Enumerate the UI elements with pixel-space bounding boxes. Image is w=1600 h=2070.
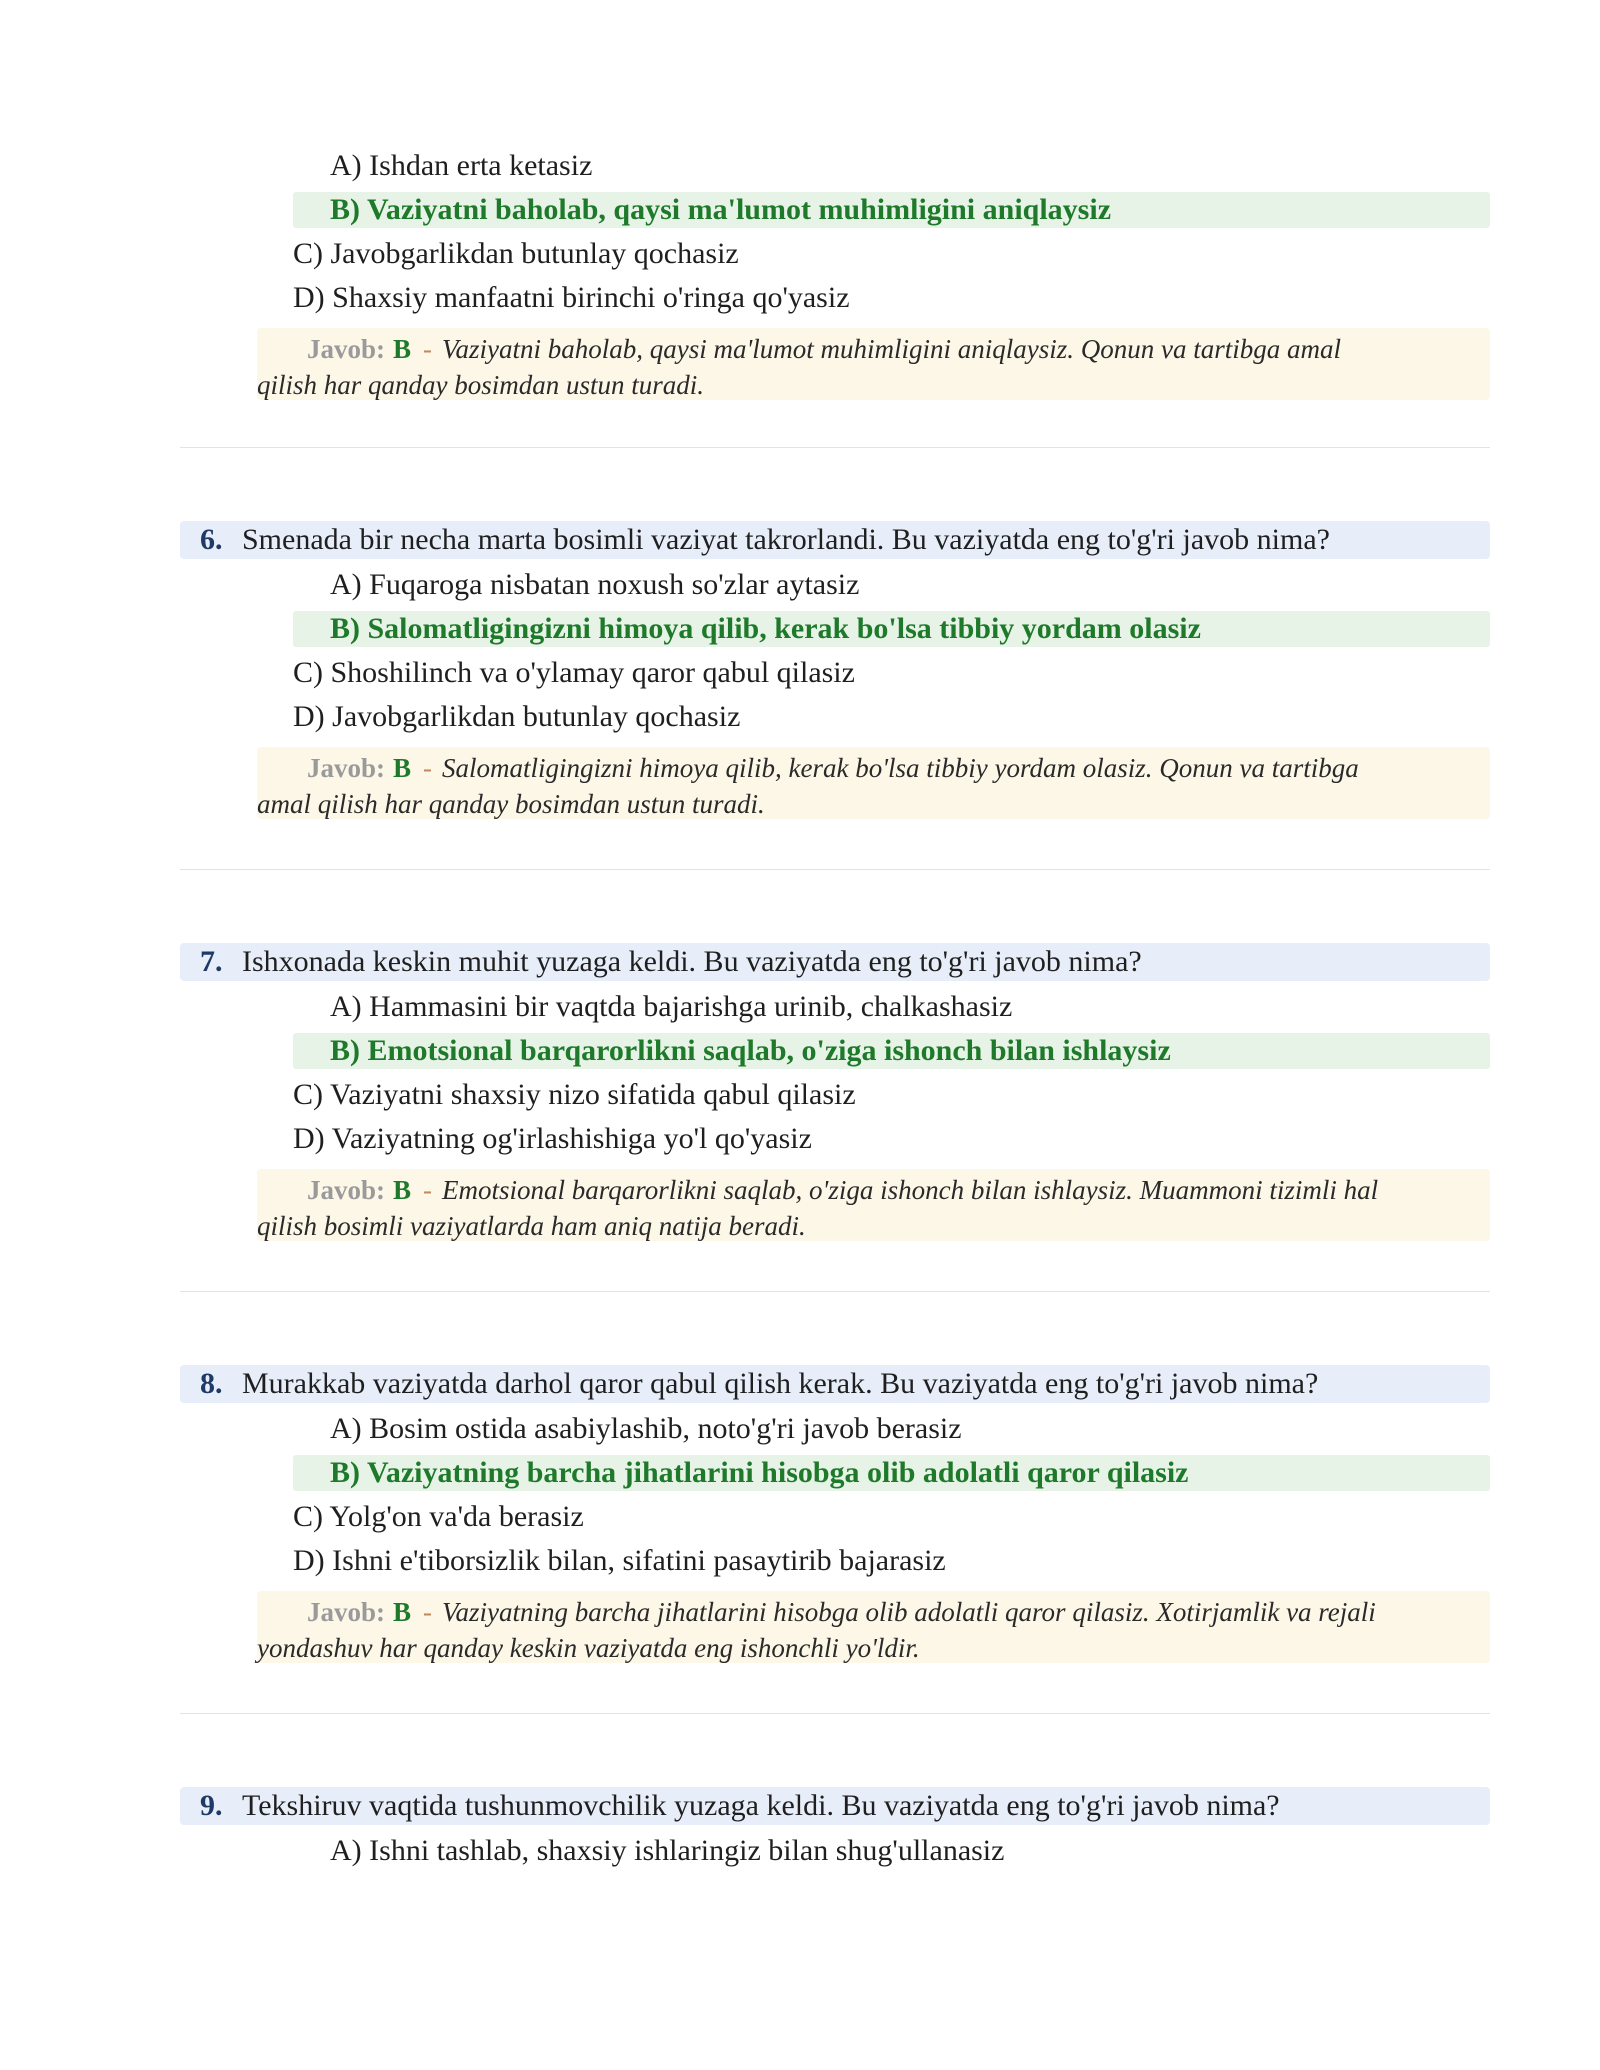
answer-label: Javob: bbox=[307, 1175, 386, 1205]
answer-explanation-line1: Vaziyatning barcha jihatlarini hisobga olib adolatli qaror qilasiz. Xotirjamlik va rejali bbox=[442, 1597, 1376, 1627]
option-c: C) Shoshilinch va o'ylamay qaror qabul qilasiz bbox=[293, 656, 855, 689]
divider bbox=[180, 1713, 1490, 1714]
option-d: D) Javobgarlikdan butunlay qochasiz bbox=[293, 700, 741, 733]
option-a: A) Hammasini bir vaqtda bajarishga urinib, chalkashasiz bbox=[330, 990, 1013, 1023]
answer-letter: B bbox=[393, 753, 412, 783]
answer-dash: - bbox=[423, 753, 433, 783]
option-d: D) Shaxsiy manfaatni birinchi o'ringa qo'yasiz bbox=[293, 281, 850, 314]
question-number: 7. bbox=[200, 945, 223, 978]
question-number: 6. bbox=[200, 523, 223, 556]
divider bbox=[180, 447, 1490, 448]
question-9 bbox=[180, 1787, 1490, 1887]
answer-explanation-line1: Vaziyatni baholab, qaysi ma'lumot muhimligini aniqlaysiz. Qonun va tartibga amal bbox=[442, 334, 1342, 364]
answer-explanation-line1: Salomatligingizni himoya qilib, kerak bo'lsa tibbiy yordam olasiz. Qonun va tartibga bbox=[442, 753, 1359, 783]
option-b-correct bbox=[293, 192, 1490, 228]
question-6 bbox=[180, 521, 1490, 821]
question-text: Smenada bir necha marta bosimli vaziyat takrorlandi. Bu vaziyatda eng to'g'ri javob nima? bbox=[242, 523, 1330, 556]
question-text: Tekshiruv vaqtida tushunmovchilik yuzaga keldi. Bu vaziyatda eng to'g'ri javob nima? bbox=[242, 1789, 1280, 1822]
option-c: C) Javobgarlikdan butunlay qochasiz bbox=[293, 237, 739, 270]
option-b-correct bbox=[293, 611, 1490, 647]
answer-box bbox=[257, 1591, 1490, 1663]
option-a: A) Fuqaroga nisbatan noxush so'zlar aytasiz bbox=[330, 568, 860, 601]
option-a: A) Bosim ostida asabiylashib, noto'g'ri javob berasiz bbox=[330, 1412, 962, 1445]
question-header bbox=[180, 1365, 1490, 1403]
option-b-correct bbox=[293, 1033, 1490, 1069]
question-header bbox=[180, 943, 1490, 981]
question-number: 8. bbox=[200, 1367, 223, 1400]
option-a: A) Ishni tashlab, shaxsiy ishlaringiz bilan shug'ullanasiz bbox=[330, 1834, 1005, 1867]
answer-label: Javob: bbox=[307, 1597, 386, 1627]
answer-letter: B bbox=[393, 1175, 412, 1205]
option-b-label: B) Emotsional barqarorlikni saqlab, o'ziga ishonch bilan ishlaysiz bbox=[330, 1034, 1171, 1067]
answer-explanation-line2: qilish har qanday bosimdan ustun turadi. bbox=[257, 370, 705, 400]
question-text: Ishxonada keskin muhit yuzaga keldi. Bu vaziyatda eng to'g'ri javob nima? bbox=[242, 945, 1142, 978]
option-d: D) Vaziyatning og'irlashishiga yo'l qo'yasiz bbox=[293, 1122, 812, 1155]
option-b-label: B) Vaziyatning barcha jihatlarini hisobga olib adolatli qaror qilasiz bbox=[330, 1456, 1189, 1489]
answer-explanation-line2: amal qilish har qanday bosimdan ustun turadi. bbox=[257, 789, 765, 819]
answer-explanation-line2: qilish bosimli vaziyatlarda ham aniq natija beradi. bbox=[257, 1211, 806, 1241]
answer-label: Javob: bbox=[307, 334, 386, 364]
question-text: Murakkab vaziyatda darhol qaror qabul qilish kerak. Bu vaziyatda eng to'g'ri javob nima? bbox=[242, 1367, 1319, 1400]
option-b-label: B) Salomatligingizni himoya qilib, kerak bo'lsa tibbiy yordam olasiz bbox=[330, 612, 1201, 645]
answer-dash: - bbox=[423, 1175, 433, 1205]
divider bbox=[180, 869, 1490, 870]
question-5-fragment bbox=[180, 148, 1490, 408]
answer-explanation-line2: yondashuv har qanday keskin vaziyatda eng ishonchli yo'ldir. bbox=[257, 1633, 920, 1663]
option-d: D) Ishni e'tiborsizlik bilan, sifatini pasaytirib bajarasiz bbox=[293, 1544, 946, 1577]
question-8 bbox=[180, 1365, 1490, 1665]
answer-dash: - bbox=[423, 1597, 433, 1627]
answer-box bbox=[257, 1169, 1490, 1241]
answer-letter: B bbox=[393, 1597, 412, 1627]
answer-letter: B bbox=[393, 334, 412, 364]
answer-dash: - bbox=[423, 334, 433, 364]
option-c: C) Vaziyatni shaxsiy nizo sifatida qabul qilasiz bbox=[293, 1078, 856, 1111]
divider bbox=[180, 1291, 1490, 1292]
option-b-label: B) Vaziyatni baholab, qaysi ma'lumot muhimligini aniqlaysiz bbox=[330, 193, 1112, 226]
answer-box bbox=[257, 328, 1490, 400]
answer-explanation-line1: Emotsional barqarorlikni saqlab, o'ziga ishonch bilan ishlaysiz. Muammoni tizimli hal bbox=[442, 1175, 1379, 1205]
question-header bbox=[180, 521, 1490, 559]
answer-box bbox=[257, 747, 1490, 819]
option-c: C) Yolg'on va'da berasiz bbox=[293, 1500, 584, 1533]
option-a: A) Ishdan erta ketasiz bbox=[330, 149, 593, 182]
option-b-correct bbox=[293, 1455, 1490, 1491]
answer-label: Javob: bbox=[307, 753, 386, 783]
question-7 bbox=[180, 943, 1490, 1243]
question-header bbox=[180, 1787, 1490, 1825]
question-number: 9. bbox=[200, 1789, 223, 1822]
